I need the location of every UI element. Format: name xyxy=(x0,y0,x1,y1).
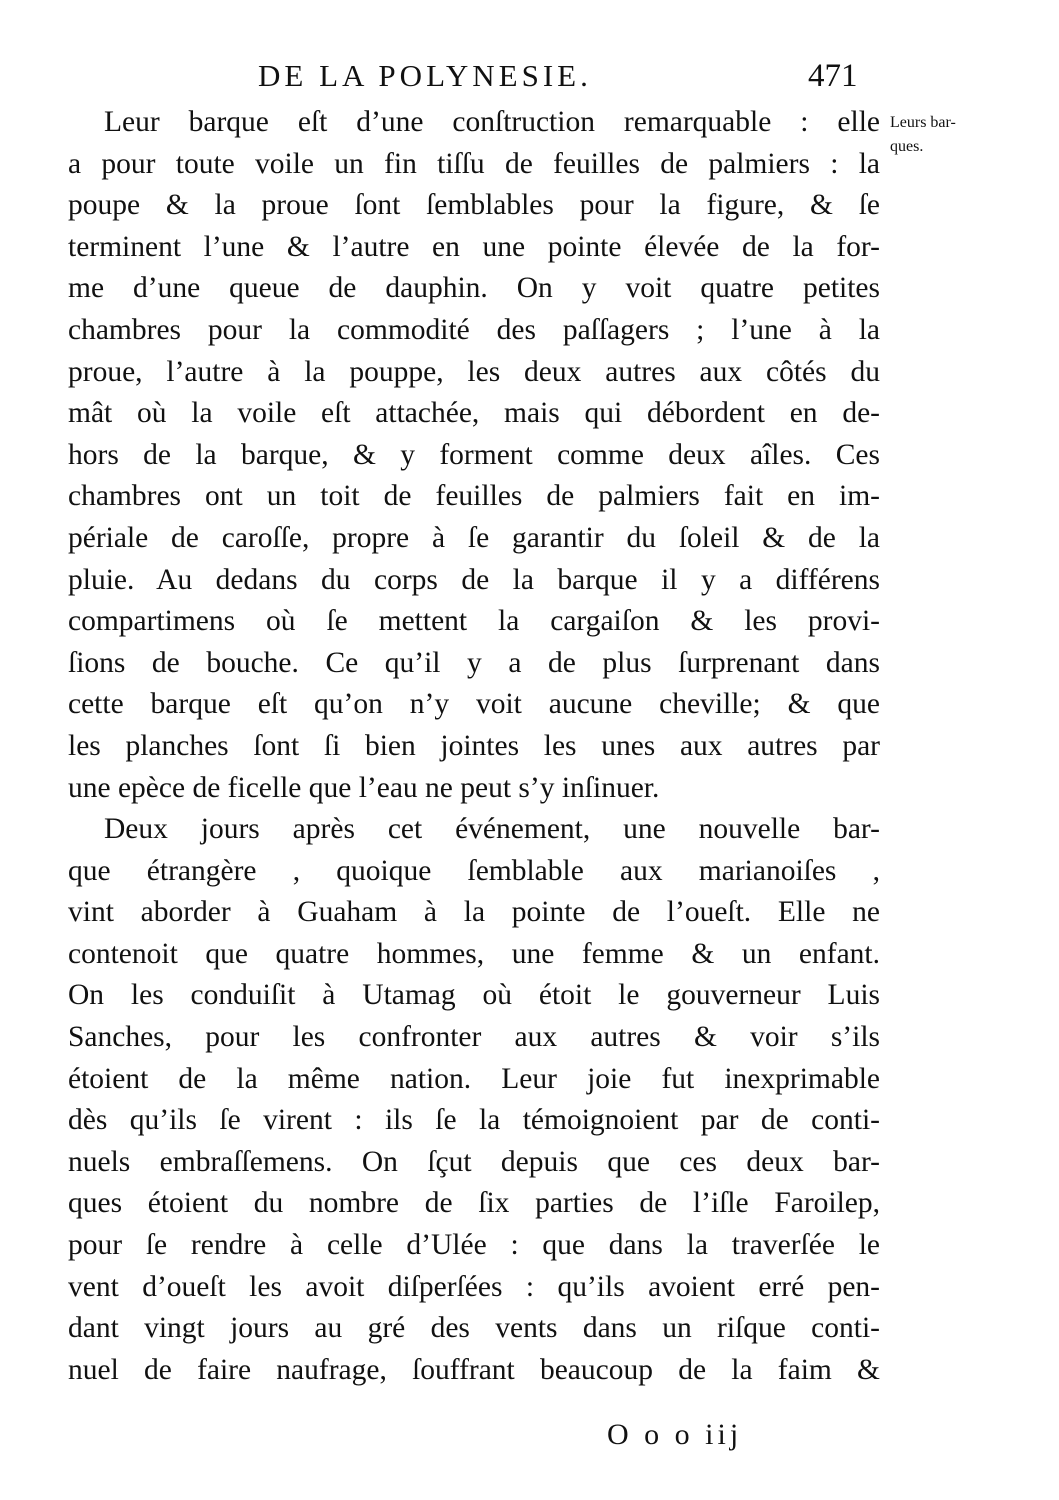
text-line: étoient de la même nation. Leur joie fut inexprimable xyxy=(68,1062,880,1095)
running-title: DE LA POLYNESIE. xyxy=(258,58,592,93)
text-line: a pour toute voile un fin tiſſu de feuilles de palmiers : la xyxy=(68,147,880,180)
page-number: 471 xyxy=(808,58,858,94)
text-line: les planches ſont ſi bien jointes les unes aux autres par xyxy=(68,729,880,762)
text-line: poupe & la proue ſont ſemblables pour la figure, & ſe xyxy=(68,189,880,222)
text-line: mât où la voile eſt attachée, mais qui débordent en de- xyxy=(68,397,880,430)
text-line: Deux jours après cet événement, une nouvelle bar- xyxy=(104,813,880,846)
running-head xyxy=(0,58,1059,98)
text-line: cette barque eſt qu’on n’y voit aucune cheville; & que xyxy=(68,688,880,721)
text-line: ſions de bouche. Ce qu’il y a de plus ſurprenant dans xyxy=(68,646,880,679)
text-line: dès qu’ils ſe virent : ils ſe la témoignoient par de conti- xyxy=(68,1104,880,1137)
text-line: Leur barque eſt d’une conſtruction remarquable : elle xyxy=(104,106,880,138)
text-line: périale de caroſſe, propre à ſe garantir du ſoleil & de la xyxy=(68,521,880,554)
text-line: Sanches, pour les confronter aux autres & voir s’ils xyxy=(68,1021,880,1054)
text-line: chambres ont un toit de feuilles de palmiers fait en im- xyxy=(68,480,880,513)
text-line: hors de la barque, & y forment comme deux aîles. Ces xyxy=(68,438,880,471)
text-line: chambres pour la commodité des paſſagers ; l’une à la xyxy=(68,313,880,346)
text-line: On les conduiſit à Utamag où étoit le gouverneur Luis xyxy=(68,979,880,1012)
text-line: ques étoient du nombre de ſix parties de l’iſle Faroilep, xyxy=(68,1187,880,1220)
text-line: me d’une queue de dauphin. On y voit quatre petites xyxy=(68,272,880,305)
text-line: dant vingt jours au gré des vents dans un riſque conti- xyxy=(68,1312,880,1345)
text-line: contenoit que quatre hommes, une femme & un enfant. xyxy=(68,937,880,970)
text-line: pour ſe rendre à celle d’Ulée : que dans la traverſée le xyxy=(68,1229,880,1262)
text-line: que étrangère , quoique ſemblable aux marianoiſes , xyxy=(68,854,880,887)
body-text xyxy=(68,102,880,1391)
text-line: nuels embraſſemens. On ſçut depuis que ces deux bar- xyxy=(68,1145,880,1178)
text-line: une epèce de ficelle que l’eau ne peut s’y inſinuer. xyxy=(68,771,660,804)
text-line: pluie. Au dedans du corps de la barque il y a différens xyxy=(68,563,880,596)
text-line: vint aborder à Guaham à la pointe de l’oueſt. Elle ne xyxy=(68,896,880,929)
signature-mark: O o o iij xyxy=(607,1418,743,1451)
text-line: compartimens où ſe mettent la cargaiſon & les provi- xyxy=(68,605,880,638)
text-line: proue, l’autre à la pouppe, les deux autres aux côtés du xyxy=(68,355,880,388)
margin-note: Leurs bar- ques. xyxy=(890,114,956,155)
text-line: nuel de faire naufrage, ſouffrant beaucoup de la faim & xyxy=(68,1353,880,1386)
text-line: vent d’oueſt les avoit diſperſées : qu’ils avoient erré pen- xyxy=(68,1270,880,1303)
text-line: terminent l’une & l’autre en une pointe élevée de la for- xyxy=(68,230,880,263)
